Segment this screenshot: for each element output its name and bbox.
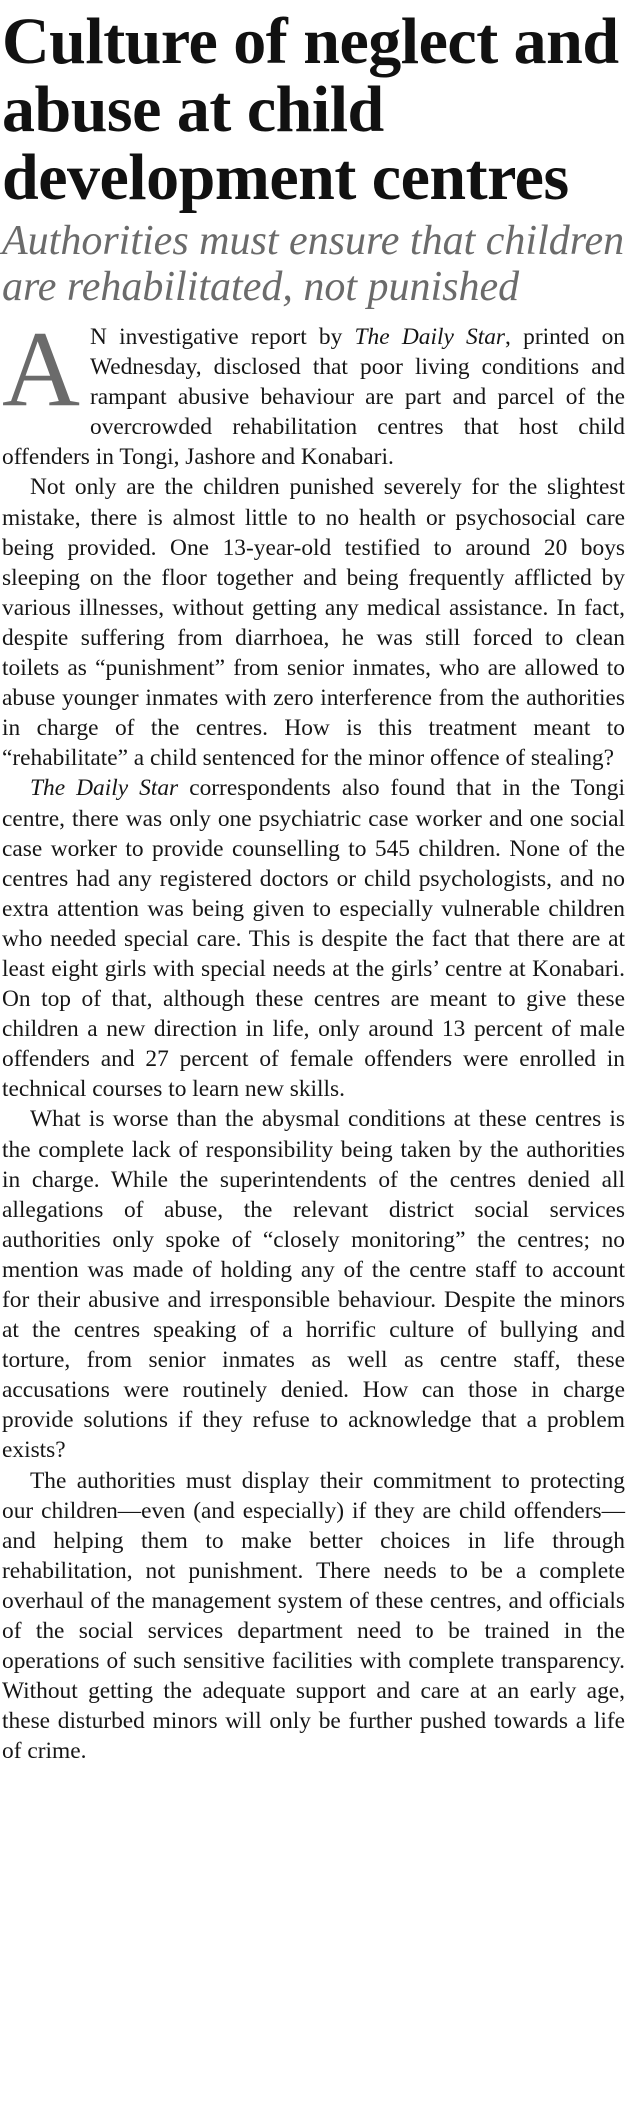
paragraph-1 (2, 310, 625, 472)
paragraph-5: The authorities must display their commitment to protecting our children—even (and especially) if they are child offenders—and helping them to make better choices in life through rehabilitation, not punishment. There needs to be a complete overhaul of the management system of these centres, and officials of the social services department need to be trained in the operations of such sensitive facilities with complete transparency. Without getting the adequate support and care at an early age, these disturbed minors will only be further pushed towards a life of crime. (2, 1467, 625, 1765)
paragraph-4: What is worse than the abysmal conditions at these centres is the complete lack of responsibility being taken by the authorities in charge. While the superintendents of the centres denied all allegations of abuse, the relevant district social services authorities only spoke of “closely monitoring” the centres; no mention was made of holding any of the centre staff to account for their abusive and irresponsible behaviour. Despite the minors at the centres speaking of a horrific culture of bullying and torture, from senior inmates as well as centre staff, these accusations were routinely denied. How can those in charge provide solutions if they refuse to acknowledge that a problem exists? (2, 1106, 625, 1464)
article-body (2, 310, 625, 1767)
paragraph-1-text-b: , printed on Wednesday, disclosed that poor living conditions and rampant abusive behaviour are part and parcel of the overcrowded rehabilitation centres that host child offenders in Tongi, Jashore and Konabari. (2, 324, 625, 471)
paragraph-1-text-a: N investigative report by (90, 324, 355, 350)
paragraph-2: Not only are the children punished severely for the slightest mistake, there is almost little to no health or psychosocial care being provided. One 13-year-old testified to around 20 boys sleeping on the floor together and being frequently afflicted by various illnesses, without getting any medical assistance. In fact, despite suffering from diarrhoea, he was still forced to clean toilets as “punishment” from senior inmates, who are allowed to abuse younger inmates with zero interference from the authorities in charge of the centres. How is this treatment meant to “rehabilitate” a child sentenced for the minor offence of stealing? (2, 474, 625, 772)
paragraph-3-text: correspondents also found that in the Tongi centre, there was only one psychiatric case worker and one social case worker to provide counselling to 545 children. None of the centres had any registered doctors or child psychologists, and no extra attention was being given to especially vulnerable children who needed special care. This is despite the fact that there are at least eight girls with special needs at the girls’ centre at Konabari. On top of that, although these centres are meant to give these children a new direction in life, only around 13 percent of male offenders and 27 percent of female offenders were enrolled in technical courses to learn new skills. (2, 775, 625, 1103)
subheadline: Authorities must ensure that children are rehabilitated, not punished (2, 218, 625, 310)
drop-cap: A (2, 310, 80, 429)
headline: Culture of neglect and abuse at child development centres (2, 5, 619, 214)
paragraph-3 (2, 773, 625, 1104)
newspaper-name: The Daily Star (354, 324, 506, 350)
newspaper-name: The Daily Star (30, 775, 179, 802)
